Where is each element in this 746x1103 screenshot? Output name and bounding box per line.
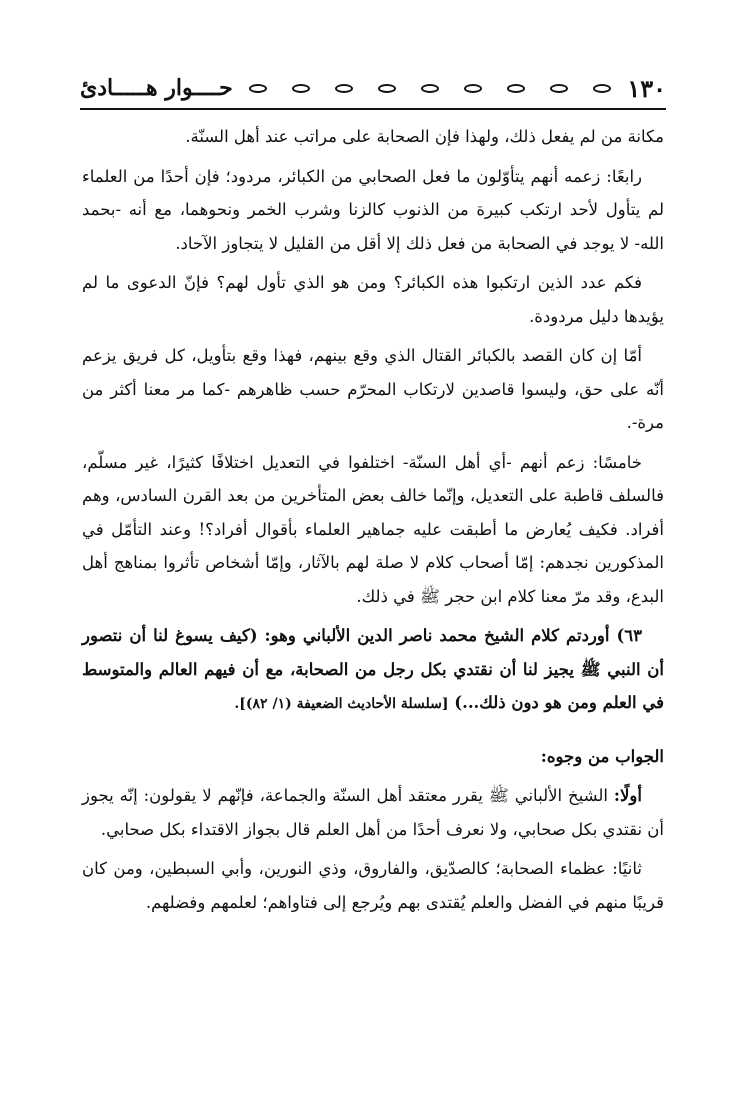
paragraph: فكم عدد الذين ارتكبوا هذه الكبائر؟ ومن هو الذي تأول لهم؟ فإنّ الدعوى ما لم يؤيدها دليل مردودة. (82, 273, 664, 326)
paragraph: مكانة من لم يفعل ذلك، ولهذا فإن الصحابة على مراتب عند أهل السنّة. (185, 127, 664, 146)
answer-first-text: الشيخ الألباني ﷺ يقرر معتقد أهل السنّة والجماعة، فإنّهم لا يقولون: إنّه يجوز أن نقتدي بكل صحابي، ولا نعرف أحدًا من أهل العلم قال بجواز الاقتداء بكل صحابي. (82, 786, 664, 839)
book-title: حــــوار هـــــادئ (80, 75, 233, 101)
paragraph: خامسًا: زعم أنهم -أي أهل السنّة- اختلفوا في التعديل اختلافًا كثيرًا، غير مسلّم، فالسلف قاطبة على التعديل، وإنّما خالف بعض المتأخرين من بعد القرن السادس، وهم أفراد. فكيف يُعارض ما أطبقت عليه جماهير العلماء بأقوال أفراد؟! وعند التأمّل في المذكورين نجدهم: إمّا أصحاب كلام لا صلة لهم بالآثار، وإمّا أشخاص تأثروا بمناهج أهل البدع، وقد مرّ معنا كلام ابن حجر ﷺ في ذلك. (82, 452, 664, 606)
answer-first (82, 779, 664, 846)
answer-second: ثانيًا: عظماء الصحابة؛ كالصدّيق، والفاروق، وذي النورين، وأبي السبطين، ومن كان قريبًا منهم في الفضل والعلم يُقتدى بهم ويُرجع إلى فتاواهم؛ لعلمهم وفضلهم. (82, 859, 664, 912)
page-body (82, 120, 664, 925)
question-paragraph (82, 619, 664, 722)
page-header (80, 68, 666, 110)
question-reference: [سلسلة الأحاديث الضعيفة (١/ ٨٢)]. (234, 696, 449, 712)
answer-heading: الجواب من وجوه: (540, 746, 664, 766)
answer-first-label: أولًا: (613, 786, 642, 805)
question-text: ٦٣) أوردتم كلام الشيخ محمد ناصر الدين الألباني وهو: (كيف يسوغ لنا أن نتصور أن النبي ﷺ يجيز لنا أن نقتدي بكل رجل من الصحابة، مع أن فيهم العالم والمتوسط في العلم ومن هو دون ذلك...) (82, 626, 664, 712)
paragraph: أمّا إن كان القصد بالكبائر القتال الذي وقع بينهم، فهذا وقع بتأويل، كل فريق يزعم أنّه على حق، وليسوا قاصدين لارتكاب المحرّم حسب ظاهرهم -كما مر معنا أكثر من مرة-. (82, 346, 664, 432)
page-number: ١٣٠ (627, 73, 666, 103)
paragraph: رابعًا: زعمه أنهم يتأوّلون ما فعل الصحابي من الكبائر، مردود؛ فإن أحدًا من العلماء لم يتأول لأحد ارتكب كبيرة من الذنوب كالزنا وشرب الخمر ونحوهما، مع أنه -بحمد الله- لا يوجد في الصحابة من فعل ذلك إلا أقل من القليل لا يتجاوز الآحاد. (82, 166, 664, 253)
header-ornament (249, 81, 612, 95)
